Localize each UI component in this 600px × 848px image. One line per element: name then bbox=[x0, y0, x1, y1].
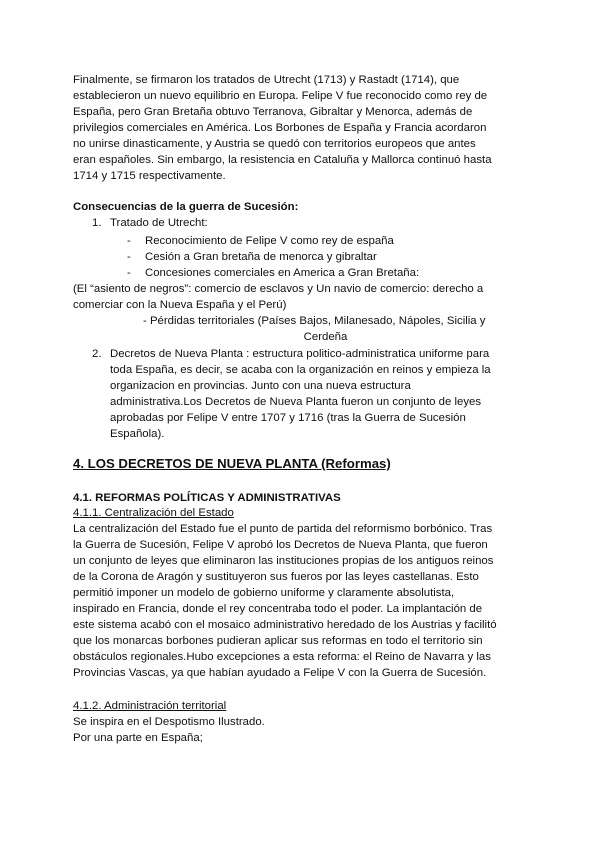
intro-line: no unirse dinasticamente, y Austria se quedó con territorios europeos que antes bbox=[73, 138, 476, 150]
section-heading: 4. LOS DECRETOS DE NUEVA PLANTA (Reformas) bbox=[73, 456, 391, 471]
intro-line: España, pero Gran Bretaña obtuvo Terranova, Gibraltar y Menorca, además de bbox=[73, 106, 473, 118]
note-line: comerciar con la Nueva España y el Perú) bbox=[73, 299, 287, 311]
item-line: aprobadas por Felipe V entre 1707 y 1716 (tras la Guerra de Sucesión bbox=[110, 412, 466, 424]
bullet-text: Reconocimiento de Felipe V como rey de españa bbox=[145, 235, 394, 247]
consecuencias-heading: Consecuencias de la guerra de Sucesión: bbox=[73, 201, 299, 213]
item-line: Española). bbox=[110, 428, 165, 440]
paragraph-line: Provincias Vascas, ya que habían ayudado a Felipe V con la Guerra de Sucesión. bbox=[73, 667, 487, 679]
item-number: 2. bbox=[92, 348, 102, 360]
item-line: administrativa.Los Decretos de Nueva Planta fueron un conjunto de leyes bbox=[110, 396, 482, 408]
paragraph-line: Por una parte en España; bbox=[73, 732, 203, 744]
intro-line: establecieron un nuevo equilibrio en Europa. Felipe V fue reconocido como rey de bbox=[73, 90, 488, 102]
note-line: (El “asiento de negros”: comercio de esclavos y Un navio de comercio: derecho a bbox=[73, 283, 484, 295]
intro-line: 1714 y 1715 respectivamente. bbox=[73, 170, 226, 182]
intro-line: privilegios comerciales en América. Los Borbones de España y Francia acordaron bbox=[73, 122, 487, 134]
paragraph-line: un conjunto de leyes que eliminaron las instituciones propias de los antiguos reinos bbox=[73, 555, 494, 567]
paragraph-line: de la Corona de Aragón y sustituyeron sus fueros por las leyes castellanas. Esto bbox=[73, 571, 479, 583]
paragraph-line: que los monarcas borbones pudieran aplicar sus reformas en todo el territorio sin bbox=[73, 635, 483, 647]
paragraph-line: obstáculos regionales.Hubo excepciones a esta reforma: el Reino de Navarra y las bbox=[73, 651, 491, 663]
intro-line: eran españoles. Sin embargo, la resistencia en Cataluña y Mallorca continuó hasta bbox=[73, 154, 492, 166]
intro-line: Finalmente, se firmaron los tratados de Utrecht (1713) y Rastadt (1714), que bbox=[73, 74, 460, 86]
subsection-heading: 4.1. REFORMAS POLÍTICAS Y ADMINISTRATIVAS bbox=[73, 492, 341, 504]
item-line: organizacion en provincias. Junto con una nueva estructura bbox=[110, 380, 411, 392]
paragraph-line: este sistema acabó con el mosaico administrativo heredado de los Austrias y facilitó bbox=[73, 619, 497, 631]
bullet-text: Concesiones comerciales en America a Gran Bretaña: bbox=[145, 267, 420, 279]
item-line: Decretos de Nueva Planta : estructura politico-administratica uniforme para bbox=[110, 348, 490, 360]
perdidas-line: - Pérdidas territoriales (Países Bajos, Milanesado, Nápoles, Sicilia y bbox=[143, 315, 486, 327]
bullet-dash: - bbox=[127, 235, 131, 247]
subsubsection-heading: 4.1.2. Administración territorial bbox=[73, 700, 227, 712]
item-number: 1. bbox=[92, 217, 102, 229]
bullet-dash: - bbox=[127, 251, 131, 263]
paragraph-line: Se inspira en el Despotismo Ilustrado. bbox=[73, 716, 265, 728]
paragraph-line: la Guerra de Sucesión, Felipe V aprobó los Decretos de Nueva Planta, que fueron bbox=[73, 539, 488, 551]
item-title: Tratado de Utrecht: bbox=[110, 217, 208, 229]
paragraph-line: inspirado en Francia, donde el rey concentraba todo el poder. La implantación de bbox=[73, 603, 483, 615]
bullet-dash: - bbox=[127, 267, 131, 279]
paragraph-line: La centralización del Estado fue el punto de partida del reformismo borbónico. Tras bbox=[73, 523, 493, 535]
bullet-text: Cesión a Gran bretaña de menorca y gibraltar bbox=[145, 251, 377, 263]
item-line: toda España, es decir, se acaba con la organización en reinos y empieza la bbox=[110, 364, 491, 376]
subsubsection-heading: 4.1.1. Centralización del Estado bbox=[73, 507, 234, 519]
paragraph-line: permitió imponer un modelo de gobierno uniforme y claramente absolutista, bbox=[73, 587, 455, 599]
perdidas-line: Cerdeña bbox=[303, 331, 348, 343]
